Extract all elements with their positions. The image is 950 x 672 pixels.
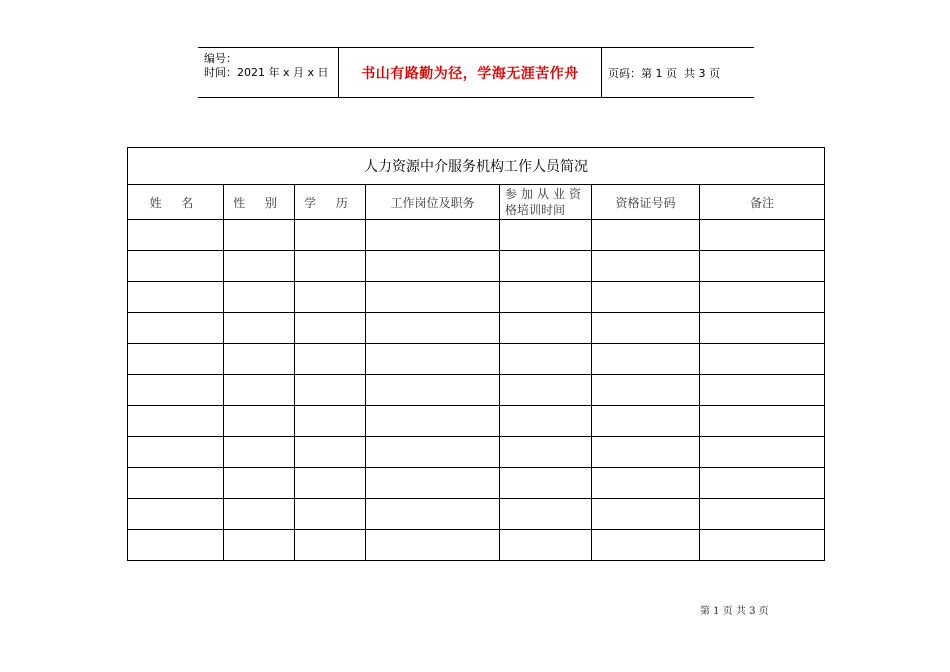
table-cell[interactable] <box>592 313 700 344</box>
time-label: 时间：2021 年 x 月 x 日 <box>204 66 329 79</box>
table-cell[interactable] <box>700 220 825 251</box>
table-cell[interactable] <box>128 406 224 437</box>
column-header-position: 工作岗位及职务 <box>366 185 500 220</box>
table-cell[interactable] <box>295 530 366 561</box>
table-cell[interactable] <box>224 375 295 406</box>
table-cell[interactable] <box>700 468 825 499</box>
table-cell[interactable] <box>500 499 592 530</box>
table-cell[interactable] <box>500 530 592 561</box>
table-cell[interactable] <box>128 313 224 344</box>
training-time-line1: 参加从业资 <box>505 187 586 201</box>
table-cell[interactable] <box>128 375 224 406</box>
table-row <box>128 375 825 406</box>
table-cell[interactable] <box>224 499 295 530</box>
table-cell[interactable] <box>700 406 825 437</box>
table-row <box>128 499 825 530</box>
column-header-gender: 性 别 <box>224 185 295 220</box>
table-cell[interactable] <box>295 437 366 468</box>
table-row <box>128 344 825 375</box>
table-row <box>128 437 825 468</box>
column-header-training-time <box>500 185 592 220</box>
header-page-info <box>602 48 754 97</box>
table-cell[interactable] <box>366 282 500 313</box>
table-cell[interactable] <box>500 437 592 468</box>
table-cell[interactable] <box>700 282 825 313</box>
table-cell[interactable] <box>592 344 700 375</box>
table-cell[interactable] <box>700 375 825 406</box>
table-cell[interactable] <box>366 251 500 282</box>
table-cell[interactable] <box>500 406 592 437</box>
table-cell[interactable] <box>224 468 295 499</box>
table-row <box>128 220 825 251</box>
table-cell[interactable] <box>366 406 500 437</box>
table-cell[interactable] <box>128 282 224 313</box>
table-cell[interactable] <box>224 437 295 468</box>
table-cell[interactable] <box>700 344 825 375</box>
table-cell[interactable] <box>295 375 366 406</box>
table-cell[interactable] <box>592 499 700 530</box>
table-cell[interactable] <box>224 220 295 251</box>
table-cell[interactable] <box>500 251 592 282</box>
table-cell[interactable] <box>592 530 700 561</box>
table-cell[interactable] <box>295 468 366 499</box>
table-cell[interactable] <box>366 220 500 251</box>
table-cell[interactable] <box>500 344 592 375</box>
table-cell[interactable] <box>224 313 295 344</box>
table-cell[interactable] <box>366 499 500 530</box>
table-cell[interactable] <box>366 313 500 344</box>
header-motto <box>339 48 602 97</box>
table-cell[interactable] <box>224 530 295 561</box>
table-cell[interactable] <box>700 313 825 344</box>
table-cell[interactable] <box>366 468 500 499</box>
table-cell[interactable] <box>224 344 295 375</box>
column-header-remarks: 备注 <box>700 185 825 220</box>
table-cell[interactable] <box>500 282 592 313</box>
page-footer: 第 1 页 共 3 页 <box>700 606 769 617</box>
table-cell[interactable] <box>700 437 825 468</box>
table-row <box>128 406 825 437</box>
table-cell[interactable] <box>295 313 366 344</box>
table-cell[interactable] <box>592 220 700 251</box>
table-cell[interactable] <box>700 251 825 282</box>
table-cell[interactable] <box>224 282 295 313</box>
table-cell[interactable] <box>500 375 592 406</box>
table-cell[interactable] <box>592 251 700 282</box>
table-cell[interactable] <box>295 344 366 375</box>
table-cell[interactable] <box>366 375 500 406</box>
table-cell[interactable] <box>128 499 224 530</box>
page-info-text: 页码：第 1 页 共 3 页 <box>608 66 720 80</box>
table-cell[interactable] <box>295 282 366 313</box>
table-cell[interactable] <box>128 344 224 375</box>
document-header <box>198 47 754 98</box>
table-cell[interactable] <box>366 344 500 375</box>
table-title: 人力资源中介服务机构工作人员简况 <box>128 148 825 185</box>
number-label: 编号： <box>204 52 237 65</box>
table-row <box>128 282 825 313</box>
header-meta <box>198 48 339 97</box>
table-cell[interactable] <box>592 282 700 313</box>
table-cell[interactable] <box>128 251 224 282</box>
table-cell[interactable] <box>500 313 592 344</box>
table-cell[interactable] <box>128 220 224 251</box>
table-cell[interactable] <box>366 437 500 468</box>
table-cell[interactable] <box>592 375 700 406</box>
table-body <box>128 220 825 561</box>
table-row <box>128 313 825 344</box>
column-header-education: 学 历 <box>295 185 366 220</box>
table-cell[interactable] <box>295 220 366 251</box>
table-cell[interactable] <box>500 220 592 251</box>
table-cell[interactable] <box>295 406 366 437</box>
staff-table <box>127 147 825 561</box>
table-cell[interactable] <box>224 406 295 437</box>
table-cell[interactable] <box>295 499 366 530</box>
table-cell[interactable] <box>295 251 366 282</box>
table-cell[interactable] <box>128 437 224 468</box>
table-cell[interactable] <box>700 530 825 561</box>
table-cell[interactable] <box>224 251 295 282</box>
table-row <box>128 251 825 282</box>
column-header-name: 姓 名 <box>128 185 224 220</box>
table-cell[interactable] <box>592 406 700 437</box>
motto-text: 书山有路勤为径，学海无涯苦作舟 <box>361 65 579 82</box>
table-row <box>128 468 825 499</box>
table-cell[interactable] <box>128 530 224 561</box>
table-cell[interactable] <box>366 530 500 561</box>
column-header-certificate: 资格证号码 <box>592 185 700 220</box>
table-cell[interactable] <box>700 499 825 530</box>
table-cell[interactable] <box>592 468 700 499</box>
table-cell[interactable] <box>128 468 224 499</box>
table-cell[interactable] <box>592 437 700 468</box>
table-row <box>128 530 825 561</box>
training-time-line2: 格培训时间 <box>505 203 566 217</box>
table-cell[interactable] <box>500 468 592 499</box>
